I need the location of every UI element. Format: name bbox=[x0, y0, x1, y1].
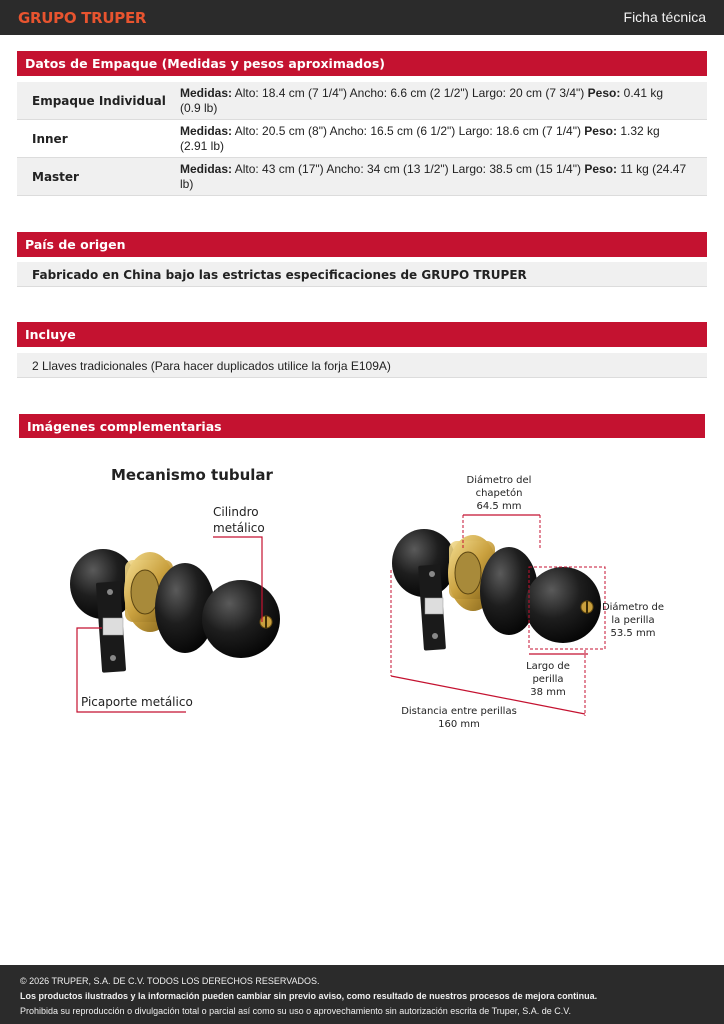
packaging-row-value: Medidas: Alto: 43 cm (17") Ancho: 34 cm (13 1/2") Largo: 38.5 cm (15 1/4") Peso: 11 kg (24.47 lb) bbox=[180, 161, 687, 191]
tubular-mechanism-image bbox=[70, 466, 280, 712]
packaging-row bbox=[17, 82, 707, 120]
cylinder-label-1: Cilindro bbox=[213, 505, 259, 519]
mechanism-heading: Mecanismo tubular bbox=[111, 466, 273, 484]
rose-diameter-label-1: Diámetro del bbox=[466, 475, 532, 486]
footer-notice: Los productos ilustrados y la información pueden cambiar sin previo aviso, como resultado de nuestros procesos de mejora continua. bbox=[20, 991, 598, 1001]
footer-prohibition: Prohibida su reproducción o divulgación total o parcial así como su uso o aprovechamiento sin autorización escrita de Truper, S.A. de C.V. bbox=[20, 1006, 571, 1016]
knob-diameter-value: 53.5 mm bbox=[610, 628, 656, 639]
cylinder-label-2: metálico bbox=[213, 521, 265, 535]
rose-diameter-value: 64.5 mm bbox=[476, 501, 522, 512]
brand-logo: GRUPO TRUPER bbox=[18, 9, 147, 27]
knob-diameter-label-1: Diámetro de bbox=[601, 602, 665, 613]
distance-label: Distancia entre perillas bbox=[401, 706, 517, 717]
packaging-row-label: Inner bbox=[32, 131, 68, 146]
knob-diameter-label-2: la perilla bbox=[611, 615, 655, 626]
top-bar bbox=[0, 0, 724, 35]
packaging-table bbox=[17, 82, 707, 196]
latch-bolt bbox=[103, 618, 123, 635]
latch-bolt bbox=[425, 598, 443, 614]
includes-section-title: Incluye bbox=[17, 322, 707, 347]
product-images bbox=[0, 440, 724, 740]
origin-text: Fabricado en China bajo las estrictas especificaciones de GRUPO TRUPER bbox=[17, 262, 707, 287]
packaging-row-value: Medidas: Alto: 18.4 cm (7 1/4") Ancho: 6.6 cm (2 1/2") Largo: 20 cm (7 3/4") Peso: 0.41 kg (0.9 lb) bbox=[180, 85, 664, 115]
document-type: Ficha técnica bbox=[623, 9, 706, 25]
knob-length-label-1: Largo de bbox=[526, 661, 570, 672]
rose-diameter-label-2: chapetón bbox=[475, 488, 523, 499]
packaging-row-label: Empaque Individual bbox=[32, 93, 166, 108]
packaging-row bbox=[17, 158, 707, 196]
knob-length-label-2: perilla bbox=[532, 674, 564, 685]
distance-value: 160 mm bbox=[438, 719, 480, 730]
packaging-row-value: Medidas: Alto: 20.5 cm (8") Ancho: 16.5 cm (6 1/2") Largo: 18.6 cm (7 1/4") Peso: 1.32 kg (2.91 lb) bbox=[180, 123, 660, 153]
knob-length-value: 38 mm bbox=[530, 687, 566, 698]
origin-section-title: País de origen bbox=[17, 232, 707, 257]
footer bbox=[0, 965, 724, 1024]
packaging-row bbox=[17, 120, 707, 158]
images-section-title: Imágenes complementarias bbox=[19, 414, 705, 438]
packaging-section-title: Datos de Empaque (Medidas y pesos aproximados) bbox=[17, 51, 707, 76]
packaging-row-label: Master bbox=[32, 169, 79, 184]
footer-copyright: © 2026 TRUPER, S.A. DE C.V. TODOS LOS DERECHOS RESERVADOS. bbox=[20, 976, 320, 986]
includes-text: 2 Llaves tradicionales (Para hacer duplicados utilice la forja E109A) bbox=[17, 353, 707, 378]
latch-label: Picaporte metálico bbox=[81, 695, 193, 709]
dimensions-image bbox=[391, 474, 664, 730]
